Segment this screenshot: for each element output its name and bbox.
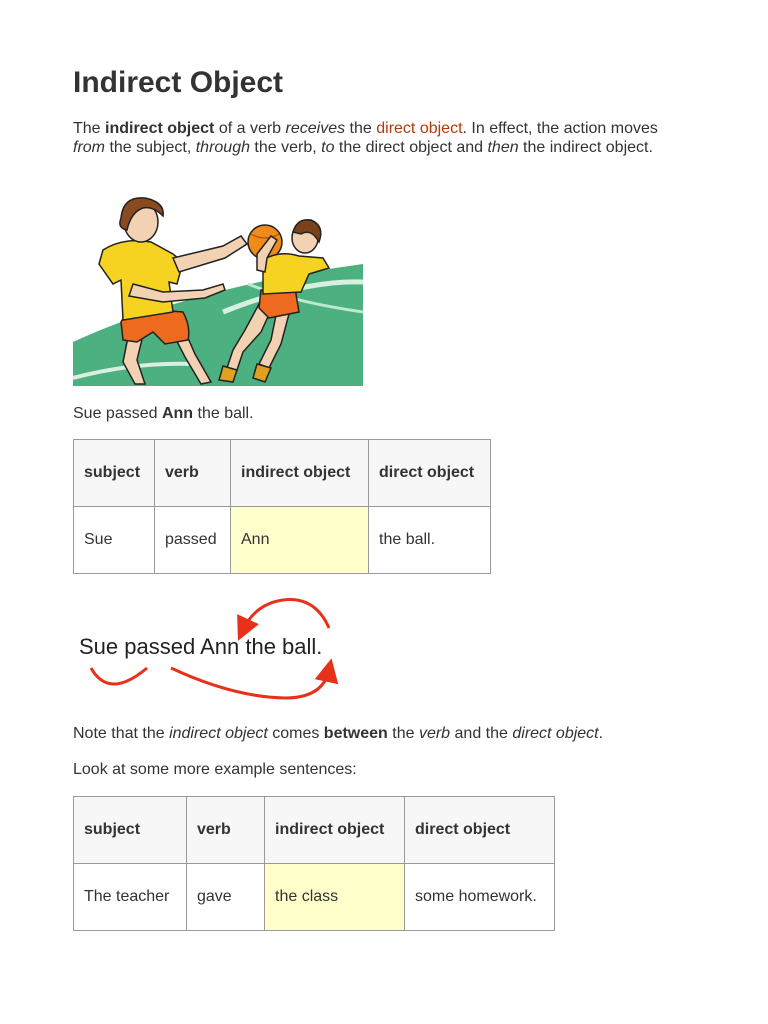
cell-indirect-object: the class [265,864,405,931]
cell-verb: gave [187,864,265,931]
cell-direct-object: some homework. [405,864,555,931]
column-header-indirect-object: indirect object [231,440,369,507]
table-row [74,507,491,574]
column-header-subject: subject [74,440,155,507]
players-passing-ball-illustration [73,192,363,386]
column-header-direct-object: direct object [405,797,555,864]
direct-object-link[interactable]: direct object [376,120,463,137]
cell-subject: The teacher [74,864,187,931]
table-header-row [74,440,491,507]
column-header-verb: verb [155,440,231,507]
example-sentence: Sue passed Ann the ball. [73,405,254,422]
cell-subject: Sue [74,507,155,574]
column-header-indirect-object: indirect object [265,797,405,864]
cell-verb: passed [155,507,231,574]
example-table-2 [73,796,555,931]
subject-to-verb-arrow [91,668,147,684]
table-header-row [74,797,555,864]
example-table-1 [73,439,491,574]
table-row [74,864,555,931]
diagram-sentence: Sue passed Ann the ball. [79,634,323,659]
verb-to-direct-object-arrow [171,668,329,698]
lead-paragraph: Look at some more example sentences: [73,761,357,778]
intro-paragraph: The indirect object of a verb receives the direct object. In effect, the action moves from the subject, through the verb, to the direct object and then the indirect object. [73,120,658,156]
column-header-direct-object: direct object [369,440,491,507]
page-title: Indirect Object [73,66,284,99]
cell-indirect-object: Ann [231,507,369,574]
column-header-subject: subject [74,797,187,864]
cell-direct-object: the ball. [369,507,491,574]
note-paragraph: Note that the indirect object comes between the verb and the direct object. [73,725,604,742]
direct-to-indirect-object-arrow [243,600,329,630]
column-header-verb: verb [187,797,265,864]
